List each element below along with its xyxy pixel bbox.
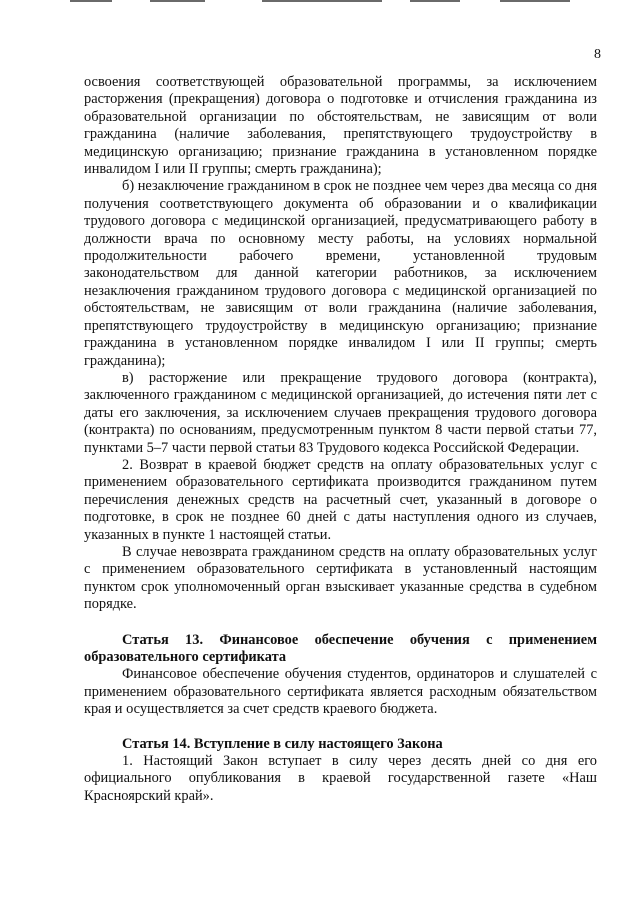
scan-edge-line bbox=[70, 0, 112, 2]
article-13-text: Финансовое обеспечение обучения студентов, ординаторов и слушателей с применением образовательного сертификата является расходным обязательством края и осуществляется за счет средств краевого бюджета. bbox=[84, 666, 597, 718]
scan-edge-line bbox=[500, 0, 570, 2]
paragraph-item-v: в) расторжение или прекращение трудового договора (контракта), заключенного гражданином с медицинской организацией, до истечения пяти лет с даты его заключения, за исключением случаев прекращения трудового договора (контракта) по основаниям, предусмотренным пунктом 8 части первой статьи 77, пунктами 5–7 части первой статьи 83 Трудового кодекса Российской Федерации. bbox=[84, 369, 597, 456]
paragraph-continuation: освоения соответствующей образовательной программы, за исключением расторжения (прекращения) договора о подготовке и отчисления гражданина из образовательной организации по обстоятельствам, не зависящим от воли гражданина (наличие заболевания, препятствующего трудоустройству в медицинскую организацию; признание гражданина в установленном порядке инвалидом I или II группы; смерть гражданина); bbox=[84, 74, 597, 178]
paragraph-non-return: В случае невозврата гражданином средств на оплату образовательных услуг с применением образовательного сертификата в установленный настоящим пунктом срок уполномоченный орган взыскивает указанные средства в судебном порядке. bbox=[84, 543, 597, 613]
paragraph-item-b: б) незаключение гражданином в срок не позднее чем через два месяца со дня получения соответствующего документа об образовании и о квалификации трудового договора с медицинской организацией, предусматривающего работу в должности врача по основному месту работы, на условиях нормальной продолжительности рабочего времени, установленной трудовым законодательством для данной категории работников, за исключением незаключения гражданином трудового договора с медицинской организацией по обстоятельствам, не зависящим от воли гражданина (наличие заболевания, препятствующего трудоустройству в медицинскую организацию; признание гражданина в установленном порядке инвалидом I или II группы; смерть гражданина); bbox=[84, 178, 597, 369]
scan-edge-line bbox=[410, 0, 460, 2]
article-14-heading: Статья 14. Вступление в силу настоящего Закона bbox=[122, 735, 443, 752]
scan-edge-line bbox=[262, 0, 382, 2]
page-number: 8 bbox=[594, 47, 601, 62]
article-14-text: 1. Настоящий Закон вступает в силу через десять дней со дня его официального опубликования в краевой государственной газете «Наш Красноярский край». bbox=[84, 753, 597, 804]
scan-edge-line bbox=[150, 0, 205, 2]
paragraph-point-2: 2. Возврат в краевой бюджет средств на оплату образовательных услуг с применением образовательного сертификата производится гражданином путем перечисления денежных средств на расчетный счет, указанный в договоре о подготовке, в срок не позднее 60 дней с даты наступления одного из случаев, указанных в пункте 1 настоящей статьи. bbox=[84, 456, 597, 543]
article-13-heading: Статья 13. Финансовое обеспечение обучения с применением образовательного сертификата bbox=[84, 631, 597, 665]
document-body bbox=[84, 74, 597, 805]
